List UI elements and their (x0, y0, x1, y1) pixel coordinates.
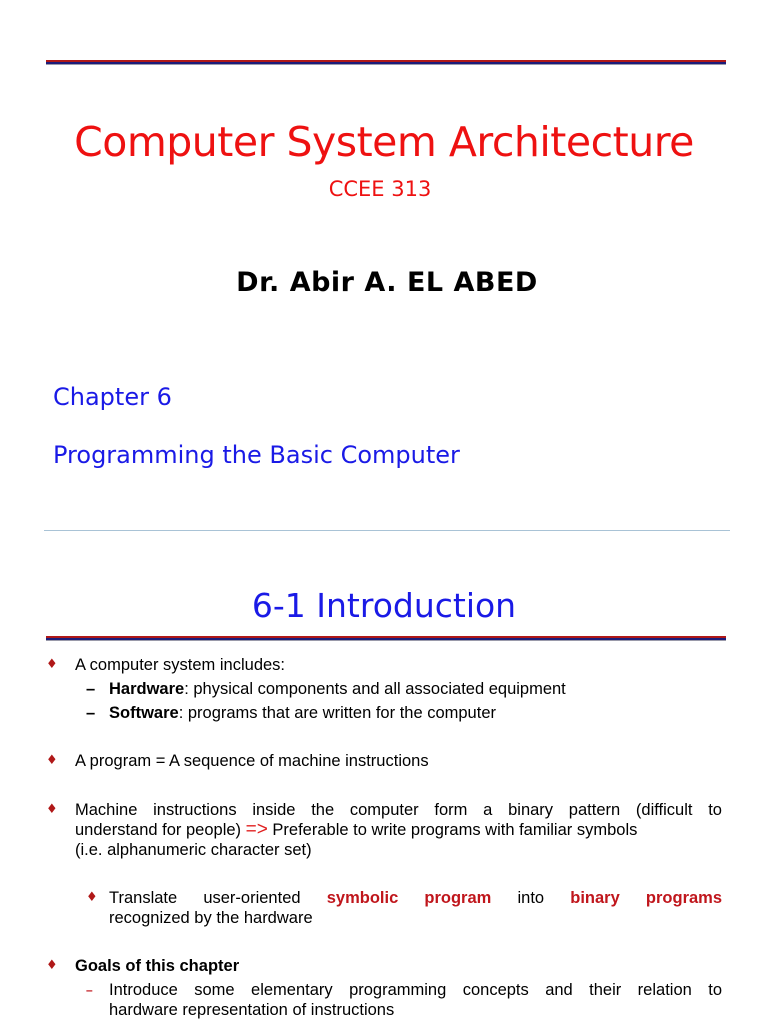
author-name: Dr. Abir A. EL ABED (236, 267, 538, 298)
sub-bullet-text: Hardware: physical components and all associated equipment (109, 680, 566, 698)
bullet-text-cont: (i.e. alphanumeric character set) (75, 841, 312, 859)
slide-title: Computer System Architecture (74, 118, 694, 166)
bullet-text: Goals of this chapter (75, 957, 240, 975)
bullet-icon: ♦ (46, 802, 58, 817)
sub-bullet-text-cont: recognized by the hardware (109, 909, 313, 927)
course-code: CCEE 313 (328, 177, 432, 201)
dash-icon: – (86, 704, 96, 722)
term-software: Software (109, 704, 179, 722)
chapter-title: Programming the Basic Computer (53, 441, 460, 469)
highlight-symbolic-program: symbolic program (326, 889, 492, 907)
sub-bullet-text: Translate user-oriented symbolic program into binary programs (109, 889, 723, 907)
dash-icon: – (86, 983, 93, 997)
bullet-icon: ♦ (46, 958, 58, 973)
bullet-text: Machine instructions inside the computer form a binary pattern (difficult to (75, 801, 722, 819)
section-title: 6-1 Introduction (251, 586, 517, 625)
bullet-icon: ♦ (46, 753, 58, 768)
bullet-text-cont: understand for people) => Preferable to write programs with familiar symbols (75, 819, 638, 840)
arrow-symbol: => (245, 819, 268, 840)
highlight-binary-programs: binary programs (570, 889, 723, 907)
bullet-icon: ♦ (46, 657, 58, 672)
bullet-text: A computer system includes: (75, 656, 286, 674)
sub-bullet-text: Software: programs that are written for the computer (109, 704, 496, 722)
section-rule (46, 636, 726, 641)
page-divider (44, 530, 730, 531)
bullet-text: A program = A sequence of machine instructions (75, 752, 429, 770)
dash-icon: – (86, 680, 96, 698)
top-rule (46, 60, 726, 65)
sub-bullet-text: Introduce some elementary programming concepts and their relation to (109, 981, 722, 999)
chapter-label: Chapter 6 (53, 383, 172, 411)
term-hardware: Hardware (109, 680, 185, 698)
sub-bullet-icon: ♦ (86, 890, 98, 905)
sub-bullet-text-cont: hardware representation of instructions (109, 1001, 395, 1019)
